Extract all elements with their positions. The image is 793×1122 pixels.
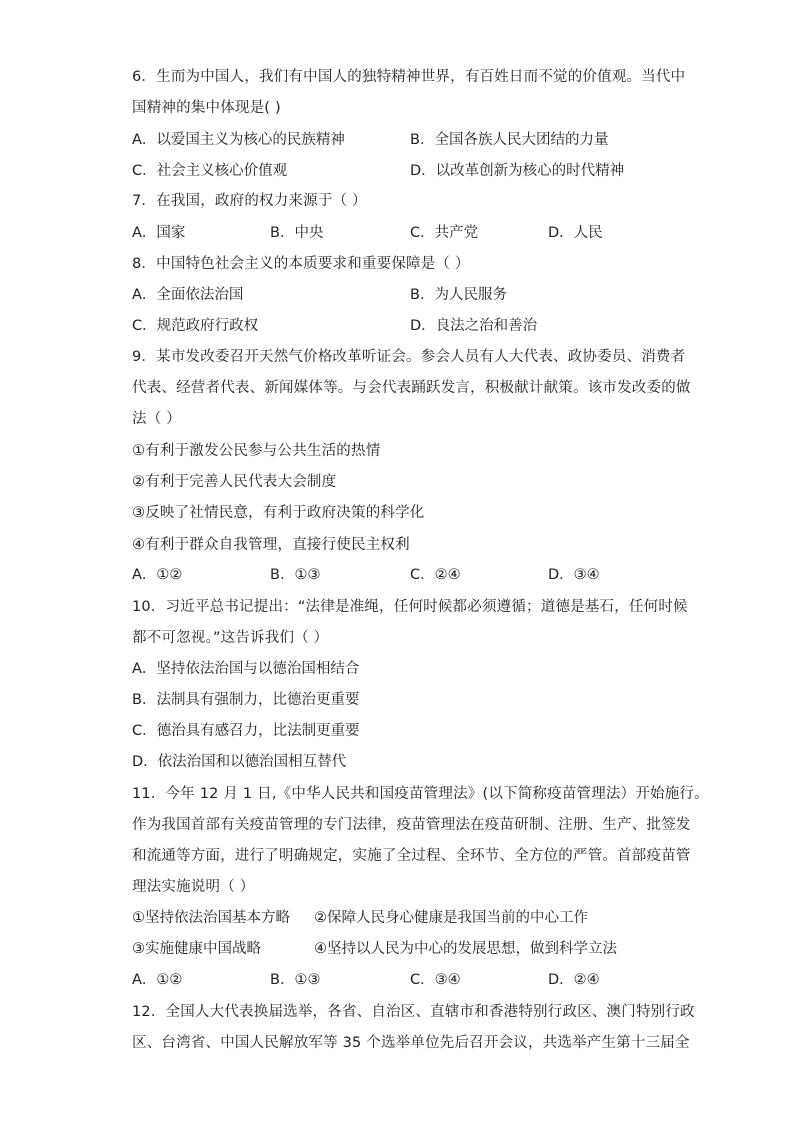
q10-stem-line2: 都不可忽视。”这告诉我们（ ） bbox=[132, 630, 329, 646]
q11-option-b: B．①③ bbox=[270, 972, 321, 988]
q12-stem-line2: 区、台湾省、中国人民解放军等 35 个选举单位先后召开会议，共选举产生第十三届全 bbox=[132, 1035, 690, 1051]
q11-statement-3: ③实施健康中国战略 bbox=[132, 941, 261, 957]
q9-stem-line1: 9．某市发改委召开天然气价格改革听证会。参会人员有人大代表、政协委员、消费者 bbox=[132, 349, 686, 365]
q6-option-a: A．以爱国主义为核心的民族精神 bbox=[132, 132, 345, 148]
q11-statement-2: ②保障人民身心健康是我国当前的中心工作 bbox=[314, 910, 588, 926]
q7-option-b: B．中央 bbox=[270, 225, 324, 241]
q9-statement-3: ③反映了社情民意，有利于政府决策的科学化 bbox=[132, 505, 425, 521]
q8-option-b: B．为人民服务 bbox=[410, 287, 507, 303]
q9-statement-1: ①有利于激发公民参与公共生活的热情 bbox=[132, 443, 381, 459]
q9-stem-line3: 法（ ） bbox=[132, 411, 181, 427]
q11-stem-line3: 和流通等方面，进行了明确规定，实施了全过程、全环节、全方位的严管。首部疫苗管 bbox=[132, 848, 691, 864]
q11-option-c: C．③④ bbox=[410, 972, 461, 988]
q12-stem-line1: 12．全国人大代表换届选举，各省、自治区、直辖市和香港特别行政区、澳门特别行政 bbox=[132, 1004, 695, 1020]
q8-option-a: A．全面依法治国 bbox=[132, 287, 244, 303]
q9-statement-4: ④有利于群众自我管理，直接行使民主权利 bbox=[132, 537, 410, 553]
q9-option-c: C．②④ bbox=[410, 567, 461, 583]
q9-option-b: B．①③ bbox=[270, 567, 321, 583]
q9-option-d: D．③④ bbox=[548, 567, 600, 583]
q11-statement-1: ①坚持依法治国基本方略 bbox=[132, 910, 290, 926]
q9-stem-line2: 代表、经营者代表、新闻媒体等。与会代表踊跃发言，积极献计献策。该市发改委的做 bbox=[132, 380, 691, 396]
q8-stem-line1: 8．中国特色社会主义的本质要求和重要保障是（ ） bbox=[132, 256, 470, 272]
q11-statement-4: ④坚持以人民为中心的发展思想，做到科学立法 bbox=[314, 941, 617, 957]
q11-stem-line4: 理法实施说明（ ） bbox=[132, 879, 255, 895]
q6-option-d: D．以改革创新为核心的时代精神 bbox=[410, 163, 625, 179]
q11-option-a: A．①② bbox=[132, 972, 183, 988]
q10-option-c: C．德治具有感召力，比法制更重要 bbox=[132, 723, 360, 739]
q10-option-a: A．坚持依法治国与以德治国相结合 bbox=[132, 661, 360, 677]
q7-option-d: D．人民 bbox=[548, 225, 603, 241]
q9-option-a: A．①② bbox=[132, 567, 183, 583]
q10-option-d: D．依法治国和以德治国相互替代 bbox=[132, 754, 347, 770]
q10-stem-line1: 10．习近平总书记提出：“法律是准绳，任何时候都必须遵循；道德是基石，任何时候 bbox=[132, 599, 688, 615]
q6-stem-line2: 国精神的集中体现是( ) bbox=[132, 100, 281, 116]
q6-option-c: C．社会主义核心价值观 bbox=[132, 163, 288, 179]
q7-option-a: A．国家 bbox=[132, 225, 186, 241]
q11-stem-line1: 11．今年 12 月 1 日,《中华人民共和国疫苗管理法》(以下简称疫苗管理法）开始施行。 bbox=[132, 786, 709, 802]
q8-option-c: C．规范政府行政权 bbox=[132, 318, 259, 334]
q10-option-b: B．法制具有强制力，比德治更重要 bbox=[132, 692, 360, 708]
q7-option-c: C．共产党 bbox=[410, 225, 479, 241]
q8-option-d: D．良法之治和善治 bbox=[410, 318, 538, 334]
q6-stem-line1: 6．生而为中国人，我们有中国人的独特精神世界，有百姓日而不觉的价值观。当代中 bbox=[132, 69, 686, 85]
q11-option-d: D．②④ bbox=[548, 972, 600, 988]
q6-option-b: B．全国各族人民大团结的力量 bbox=[410, 132, 609, 148]
q11-stem-line2: 作为我国首部有关疫苗管理的专门法律，疫苗管理法在疫苗研制、注册、生产、批签发 bbox=[132, 817, 691, 833]
q9-statement-2: ②有利于完善人民代表大会制度 bbox=[132, 474, 337, 490]
q7-stem-line1: 7．在我国，政府的权力来源于（ ） bbox=[132, 193, 367, 209]
